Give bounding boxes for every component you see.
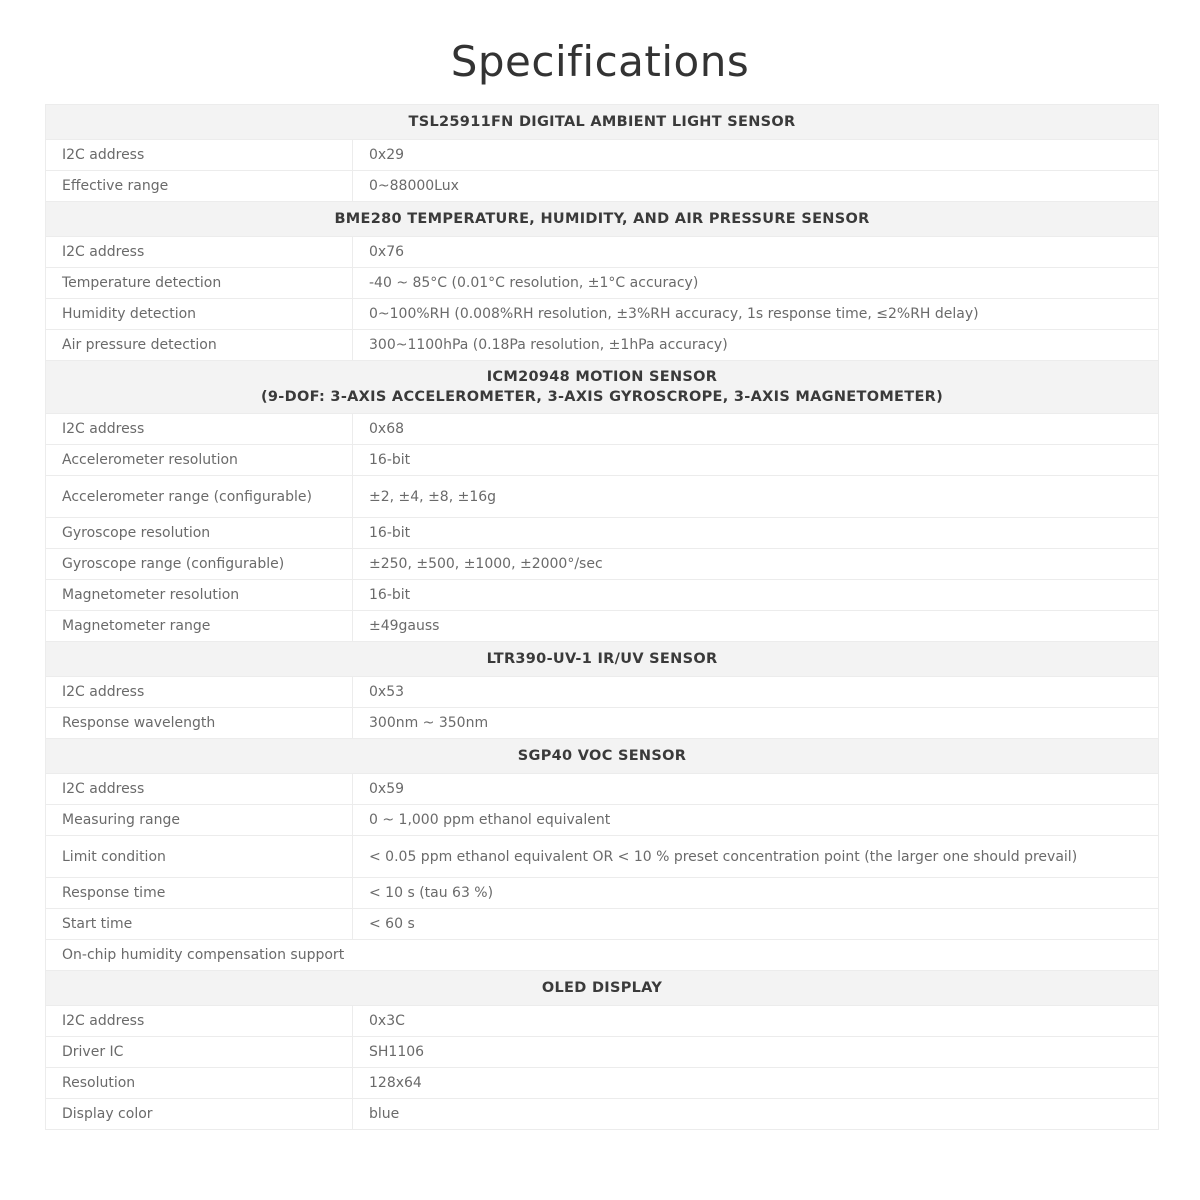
spec-value: blue <box>353 1099 1159 1130</box>
spec-value: ±2, ±4, ±8, ±16g <box>353 476 1159 518</box>
spec-label: Display color <box>46 1099 353 1130</box>
table-row <box>46 878 1159 909</box>
spec-value: 0x29 <box>353 140 1159 171</box>
section-subtitle: (9-DOF: 3-AXIS ACCELEROMETER, 3-AXIS GYROSCROPE, 3-AXIS MAGNETOMETER) <box>260 389 944 405</box>
spec-value: < 10 s (tau 63 %) <box>353 878 1159 909</box>
table-row <box>46 330 1159 361</box>
spec-label: Humidity detection <box>46 299 353 330</box>
table-row <box>46 1006 1159 1037</box>
spec-value: 0x68 <box>353 414 1159 445</box>
table-row <box>46 414 1159 445</box>
table-row <box>46 940 1159 971</box>
section-header-oled <box>46 971 1159 1006</box>
spec-label: Measuring range <box>46 805 353 836</box>
table-row <box>46 836 1159 878</box>
table-row <box>46 580 1159 611</box>
spec-value: 0x59 <box>353 774 1159 805</box>
section-header-icm20948 <box>46 361 1159 414</box>
spec-value: < 0.05 ppm ethanol equivalent OR < 10 % preset concentration point (the larger one should prevail) <box>353 836 1159 878</box>
table-row <box>46 1099 1159 1130</box>
spec-value: 0x3C <box>353 1006 1159 1037</box>
section-title: OLED DISPLAY <box>541 980 663 996</box>
spec-value: 0~88000Lux <box>353 171 1159 202</box>
section-title: TSL25911FN DIGITAL AMBIENT LIGHT SENSOR <box>408 114 796 130</box>
spec-value: SH1106 <box>353 1037 1159 1068</box>
page-title: Specifications <box>450 37 750 86</box>
spec-label: Accelerometer range (configurable) <box>46 476 353 518</box>
section-title: BME280 TEMPERATURE, HUMIDITY, AND AIR PRESSURE SENSOR <box>334 211 870 227</box>
section-header-sgp40 <box>46 739 1159 774</box>
spec-label: Gyroscope range (configurable) <box>46 549 353 580</box>
spec-label: I2C address <box>46 414 353 445</box>
table-row <box>46 774 1159 805</box>
table-row <box>46 171 1159 202</box>
spec-value: ±250, ±500, ±1000, ±2000°/sec <box>353 549 1159 580</box>
section-title: LTR390-UV-1 IR/UV SENSOR <box>486 651 718 667</box>
spec-value: < 60 s <box>353 909 1159 940</box>
table-row <box>46 518 1159 549</box>
section-header-ltr390 <box>46 642 1159 677</box>
spec-label: Gyroscope resolution <box>46 518 353 549</box>
spec-value: -40 ~ 85°C (0.01°C resolution, ±1°C accuracy) <box>353 268 1159 299</box>
section-header-bme280 <box>46 202 1159 237</box>
spec-value: 0~100%RH (0.008%RH resolution, ±3%RH accuracy, 1s response time, ≤2%RH delay) <box>353 299 1159 330</box>
table-row <box>46 611 1159 642</box>
spec-value: 300~1100hPa (0.18Pa resolution, ±1hPa accuracy) <box>353 330 1159 361</box>
section-header-light-sensor <box>46 105 1159 140</box>
spec-label: I2C address <box>46 237 353 268</box>
table-row <box>46 445 1159 476</box>
spec-label: Accelerometer resolution <box>46 445 353 476</box>
spec-value: 16-bit <box>353 580 1159 611</box>
spec-label: I2C address <box>46 140 353 171</box>
table-row <box>46 1068 1159 1099</box>
table-row <box>46 805 1159 836</box>
spec-label: I2C address <box>46 677 353 708</box>
table-row <box>46 708 1159 739</box>
table-row <box>46 268 1159 299</box>
spec-label: Temperature detection <box>46 268 353 299</box>
spec-label: Magnetometer resolution <box>46 580 353 611</box>
table-row <box>46 677 1159 708</box>
spec-label: I2C address <box>46 1006 353 1037</box>
spec-label: Limit condition <box>46 836 353 878</box>
spec-value: 0x76 <box>353 237 1159 268</box>
spec-label: Effective range <box>46 171 353 202</box>
spec-label: Resolution <box>46 1068 353 1099</box>
spec-label: I2C address <box>46 774 353 805</box>
spec-label: Response wavelength <box>46 708 353 739</box>
table-row <box>46 237 1159 268</box>
table-row <box>46 1037 1159 1068</box>
spec-note: On-chip humidity compensation support <box>46 940 1159 971</box>
spec-label: Start time <box>46 909 353 940</box>
spec-value: 0 ~ 1,000 ppm ethanol equivalent <box>353 805 1159 836</box>
table-row <box>46 909 1159 940</box>
spec-value: 16-bit <box>353 518 1159 549</box>
spec-value: 0x53 <box>353 677 1159 708</box>
spec-label: Air pressure detection <box>46 330 353 361</box>
spec-label: Driver IC <box>46 1037 353 1068</box>
spec-value: 128x64 <box>353 1068 1159 1099</box>
table-row <box>46 549 1159 580</box>
table-row <box>46 140 1159 171</box>
table-row <box>46 299 1159 330</box>
spec-value: 16-bit <box>353 445 1159 476</box>
spec-value: ±49gauss <box>353 611 1159 642</box>
table-row <box>46 476 1159 518</box>
spec-label: Magnetometer range <box>46 611 353 642</box>
section-title: SGP40 VOC SENSOR <box>517 748 687 764</box>
spec-label: Response time <box>46 878 353 909</box>
section-title: ICM20948 MOTION SENSOR <box>486 369 718 385</box>
spec-table <box>45 104 1159 1130</box>
spec-value: 300nm ~ 350nm <box>353 708 1159 739</box>
